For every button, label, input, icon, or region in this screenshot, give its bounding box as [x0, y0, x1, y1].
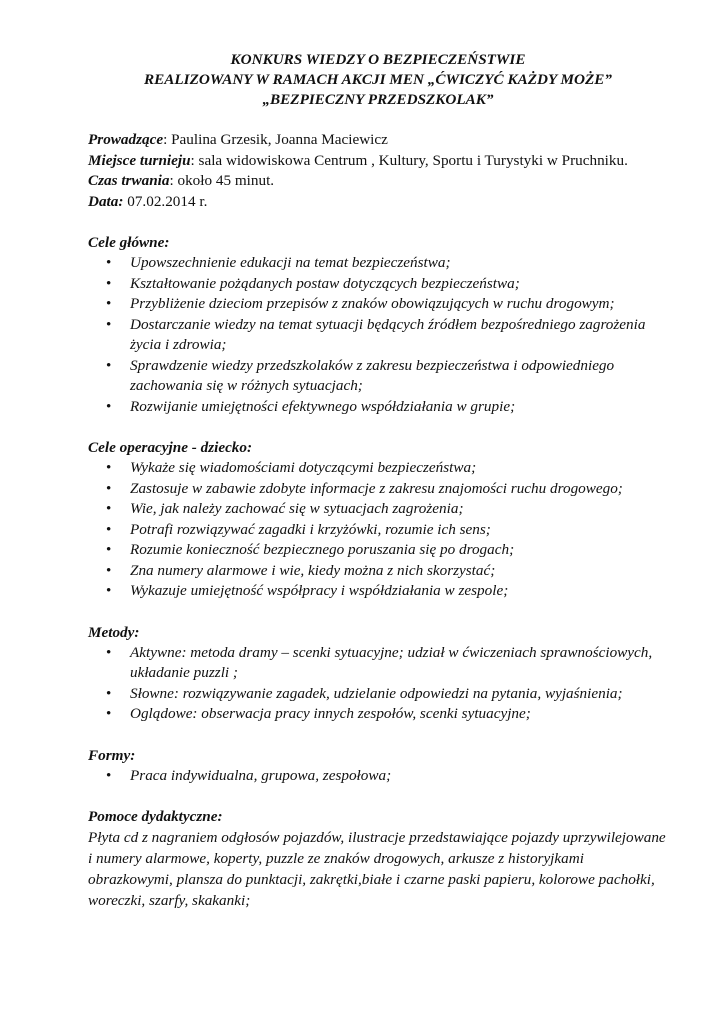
leader-row: [88, 130, 668, 151]
document-page: [88, 50, 668, 911]
place-label: Miejsce turnieju: [88, 151, 191, 169]
list-item-text: Upowszechnienie edukacji na temat bezpieczeństwa;: [130, 254, 451, 271]
list-item: [88, 643, 668, 684]
list-item: [88, 499, 668, 520]
operational-goals-heading: Cele operacyjne - dziecko:: [88, 439, 253, 456]
list-item: [88, 294, 668, 315]
duration-value: : około 45 minut.: [169, 172, 275, 189]
date-label: Data:: [88, 192, 124, 210]
aids-section: [88, 806, 668, 911]
main-goals-section: [88, 232, 668, 417]
methods-list: [88, 643, 668, 725]
main-goals-list: [88, 253, 668, 417]
bullet-icon: •: [106, 274, 112, 292]
list-item: [88, 356, 668, 397]
main-goals-heading: Cele główne:: [88, 234, 170, 251]
list-item-text: Praca indywidualna, grupowa, zespołowa;: [130, 766, 392, 784]
forms-section: [88, 745, 668, 787]
bullet-icon: •: [106, 561, 112, 579]
leader-value: : Paulina Grzesik, Joanna Maciewicz: [163, 131, 388, 148]
list-item: [88, 479, 668, 500]
list-item-text: Wykazuje umiejętność współpracy i współdziałania w zespole;: [130, 582, 509, 599]
bullet-icon: •: [106, 520, 112, 538]
bullet-icon: •: [106, 254, 112, 271]
list-item: [88, 274, 668, 295]
list-item-text: Zna numery alarmowe i wie, kiedy można z nich skorzystać;: [130, 561, 496, 579]
list-item-text: Sprawdzenie wiedzy przedszkolaków z zakresu bezpieczeństwa i odpowiedniego zachowania się w różnych sytuacjach;: [130, 356, 615, 394]
bullet-icon: •: [106, 479, 112, 497]
methods-section: [88, 622, 668, 725]
aids-text: Płyta cd z nagraniem odgłosów pojazdów, ilustracje przedstawiające pojazdy uprzywilejowane i numery alarmowe, koperty, puzzle ze znaków drogowych, arkusze z historyjkami obrazkowymi, plansza do punktacji, zakrętki,białe i czarne paski papieru, kolorowe pachołki, woreczki, szarfy, skakanki;: [88, 829, 666, 909]
list-item: [88, 253, 668, 274]
place-value: : sala widowiskowa Centrum , Kultury, Sportu i Turystyki w Pruchniku.: [190, 151, 628, 169]
list-item: [88, 520, 668, 541]
list-item: [88, 704, 668, 725]
bullet-icon: •: [106, 705, 112, 722]
list-item-text: Kształtowanie pożądanych postaw dotyczących bezpieczeństwa;: [130, 274, 520, 292]
list-item-text: Potrafi rozwiązywać zagadki i krzyżówki, rozumie ich sens;: [130, 520, 491, 538]
forms-list: [88, 766, 668, 787]
list-item-text: Wie, jak należy zachować się w sytuacjach zagrożenia;: [130, 500, 464, 517]
bullet-icon: •: [106, 643, 112, 661]
list-item: [88, 540, 668, 561]
list-item: [88, 581, 668, 602]
list-item: [88, 766, 668, 787]
document-title: [88, 50, 668, 110]
bullet-icon: •: [106, 541, 112, 558]
duration-row: [88, 171, 668, 192]
date-row: [88, 192, 668, 213]
list-item-text: Rozumie konieczność bezpiecznego poruszania się po drogach;: [130, 541, 515, 558]
bullet-icon: •: [106, 766, 112, 784]
bullet-icon: •: [106, 397, 112, 415]
operational-goals-section: [88, 437, 668, 602]
bullet-icon: •: [106, 684, 112, 702]
list-item: [88, 315, 668, 356]
event-info: [88, 130, 668, 212]
bullet-icon: •: [106, 582, 112, 599]
forms-heading: Formy:: [88, 746, 136, 764]
list-item-text: Przybliżenie dzieciom przepisów z znaków obowiązujących w ruchu drogowym;: [130, 295, 615, 312]
list-item-text: Słowne: rozwiązywanie zagadek, udzielanie odpowiedzi na pytania, wyjaśnienia;: [130, 684, 623, 702]
list-item: [88, 684, 668, 705]
title-line-2: REALIZOWANY W RAMACH AKCJI MEN „ĆWICZYĆ KAŻDY MOŻE”: [144, 71, 612, 88]
duration-label: Czas trwania: [88, 172, 170, 189]
leader-label: Prowadzące: [88, 131, 164, 148]
list-item-text: Zastosuje w zabawie zdobyte informacje z zakresu znajomości ruchu drogowego;: [130, 479, 623, 497]
bullet-icon: •: [106, 459, 112, 476]
bullet-icon: •: [106, 500, 112, 517]
operational-goals-list: [88, 458, 668, 602]
date-value: 07.02.2014 r.: [123, 192, 208, 210]
bullet-icon: •: [106, 356, 112, 374]
list-item-text: Dostarczanie wiedzy na temat sytuacji będących źródłem bezpośredniego zagrożenia życia i zdrowia;: [130, 315, 646, 353]
bullet-icon: •: [106, 315, 112, 333]
list-item-text: Rozwijanie umiejętności efektywnego współdziałania w grupie;: [130, 397, 516, 415]
title-line-1: KONKURS WIEDZY O BEZPIECZEŃSTWIE: [230, 51, 526, 68]
aids-heading: Pomoce dydaktyczne:: [88, 808, 223, 825]
bullet-icon: •: [106, 295, 112, 312]
title-line-3: „BEZPIECZNY PRZEDSZKOLAK”: [262, 91, 494, 108]
list-item-text: Aktywne: metoda dramy – scenki sytuacyjne; udział w ćwiczeniach sprawnościowych, układanie puzzli ;: [130, 643, 653, 681]
list-item: [88, 397, 668, 418]
list-item: [88, 561, 668, 582]
place-row: [88, 151, 668, 172]
list-item: [88, 458, 668, 479]
methods-heading: Metody:: [88, 623, 140, 641]
list-item-text: Oglądowe: obserwacja pracy innych zespołów, scenki sytuacyjne;: [130, 705, 531, 722]
list-item-text: Wykaże się wiadomościami dotyczącymi bezpieczeństwa;: [130, 459, 477, 476]
